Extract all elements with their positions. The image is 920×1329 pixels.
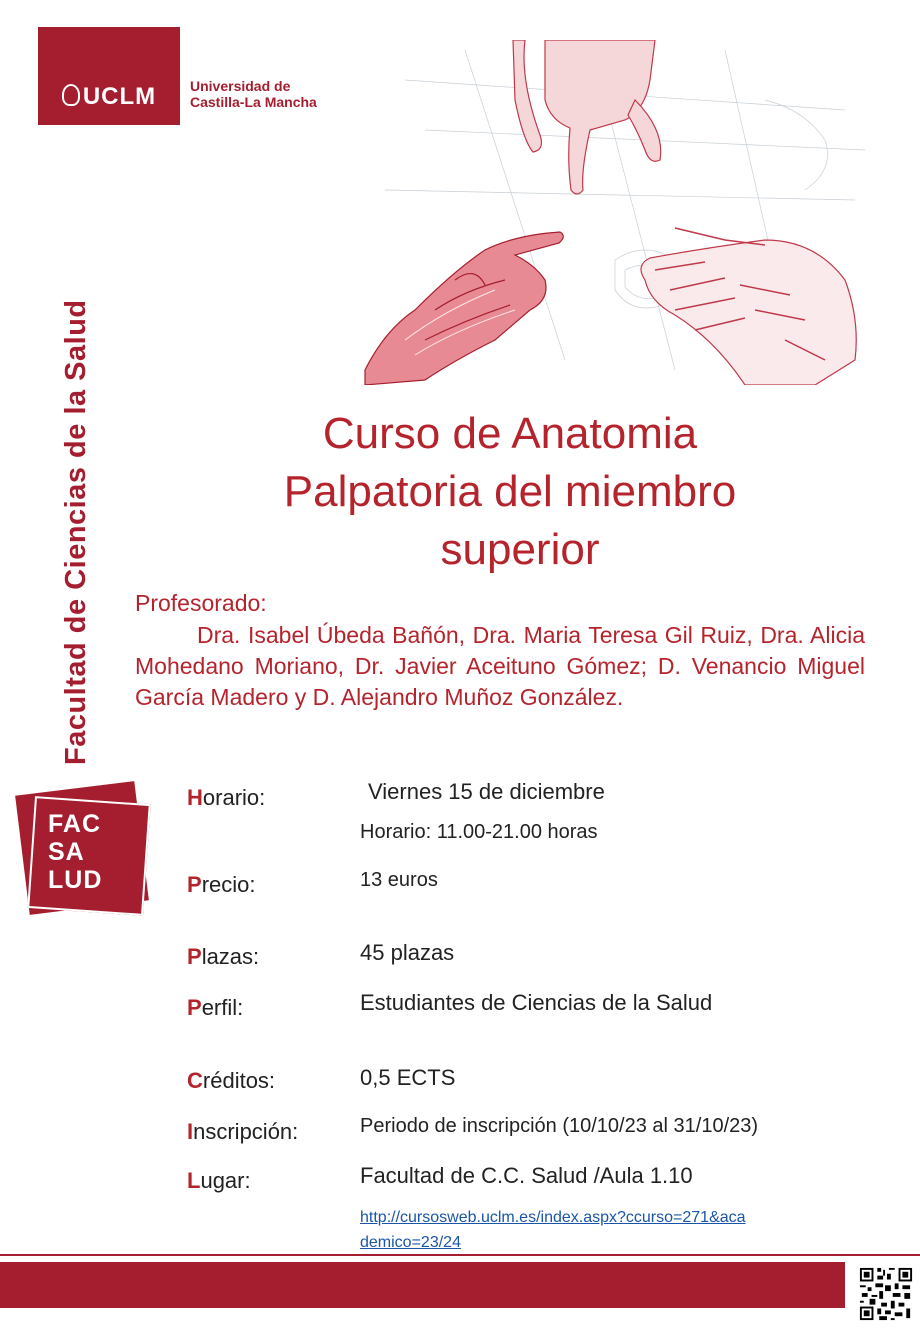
course-link-line1[interactable]: http://cursosweb.uclm.es/index.aspx?ccurso=271&aca: [360, 1209, 746, 1226]
facsalud-text: [48, 810, 102, 894]
anatomy-hands-illustration: [345, 40, 865, 385]
plazas-label-rest: lazas:: [201, 944, 260, 969]
footer-bar: [0, 1262, 845, 1308]
lugar-label: [187, 1168, 251, 1194]
precio-label: [187, 872, 255, 898]
precio-value: 13 euros: [360, 869, 438, 891]
course-title-line1: Curso de Anatomia: [322, 409, 698, 458]
uclm-brand: UCLM: [82, 83, 157, 110]
facsalud-line3: LUD: [48, 866, 103, 894]
perfil-label: [187, 995, 243, 1021]
perfil-value: Estudiantes de Ciencias de la Salud: [360, 990, 713, 1015]
footer-divider: [0, 1254, 920, 1256]
creditos-label-rest: réditos:: [202, 1068, 276, 1093]
logo-tagline: CAMPUS DE EXCELENCIA INTERNACIONAL: [52, 116, 166, 122]
lugar-label-initial: L: [187, 1168, 201, 1193]
faculty-vertical-label: Facultad de Ciencias de la Salud: [60, 299, 92, 765]
horario-label-rest: orario:: [202, 785, 266, 810]
uclm-logo: [38, 27, 180, 125]
profesorado-list: Dra. Isabel Úbeda Bañón, Dra. Maria Teresa Gil Ruiz, Dra. Alicia Mohedano Moriano, Dr. Javier Aceituno Gómez; D. Venancio Miguel García Madero y D. Alejandro Muñoz González.: [135, 622, 865, 710]
plazas-label: [187, 944, 259, 970]
creditos-value: 0,5 ECTS: [360, 1065, 456, 1090]
inscripcion-label-rest: nscripción:: [193, 1119, 299, 1144]
precio-label-rest: recio:: [201, 872, 256, 897]
perfil-label-initial: P: [187, 995, 202, 1020]
course-link[interactable]: [360, 1205, 880, 1255]
course-title-line3: superior: [440, 525, 600, 574]
facsalud-line1: FAC: [48, 810, 101, 838]
creditos-label-initial: C: [187, 1068, 203, 1093]
lugar-value: Facultad de C.C. Salud /Aula 1.10: [360, 1163, 693, 1188]
uclm-logo-text: [38, 83, 180, 111]
horario-label-initial: H: [187, 785, 203, 810]
university-name: [190, 78, 317, 110]
university-name-line2: Castilla-La Mancha: [190, 94, 317, 110]
horario-date: Viernes 15 de diciembre: [368, 779, 605, 804]
horario-hours: Horario: 11.00-21.00 horas: [360, 821, 598, 843]
facsalud-line2: SA: [48, 838, 85, 866]
creditos-label: [187, 1068, 275, 1094]
inscripcion-value: Periodo de inscripción (10/10/23 al 31/10/23): [360, 1115, 759, 1137]
plazas-value: 45 plazas: [360, 940, 455, 965]
uclm-flame-icon: [62, 84, 80, 106]
inscripcion-label-initial: I: [187, 1119, 194, 1144]
profesorado-label: Profesorado:: [135, 590, 267, 616]
course-link-line2[interactable]: demico=23/24: [360, 1234, 461, 1251]
course-title: [150, 405, 870, 579]
horario-label: [187, 785, 265, 811]
inscripcion-label: [187, 1119, 298, 1145]
plazas-label-initial: P: [187, 944, 202, 969]
qr-code-icon: [858, 1266, 914, 1322]
lugar-label-rest: ugar:: [200, 1168, 251, 1193]
university-name-line1: Universidad de: [190, 78, 291, 94]
perfil-label-rest: erfil:: [201, 995, 244, 1020]
precio-label-initial: P: [187, 872, 202, 897]
course-title-line2: Palpatoria del miembro: [283, 467, 737, 516]
facsalud-logo: [22, 788, 152, 918]
